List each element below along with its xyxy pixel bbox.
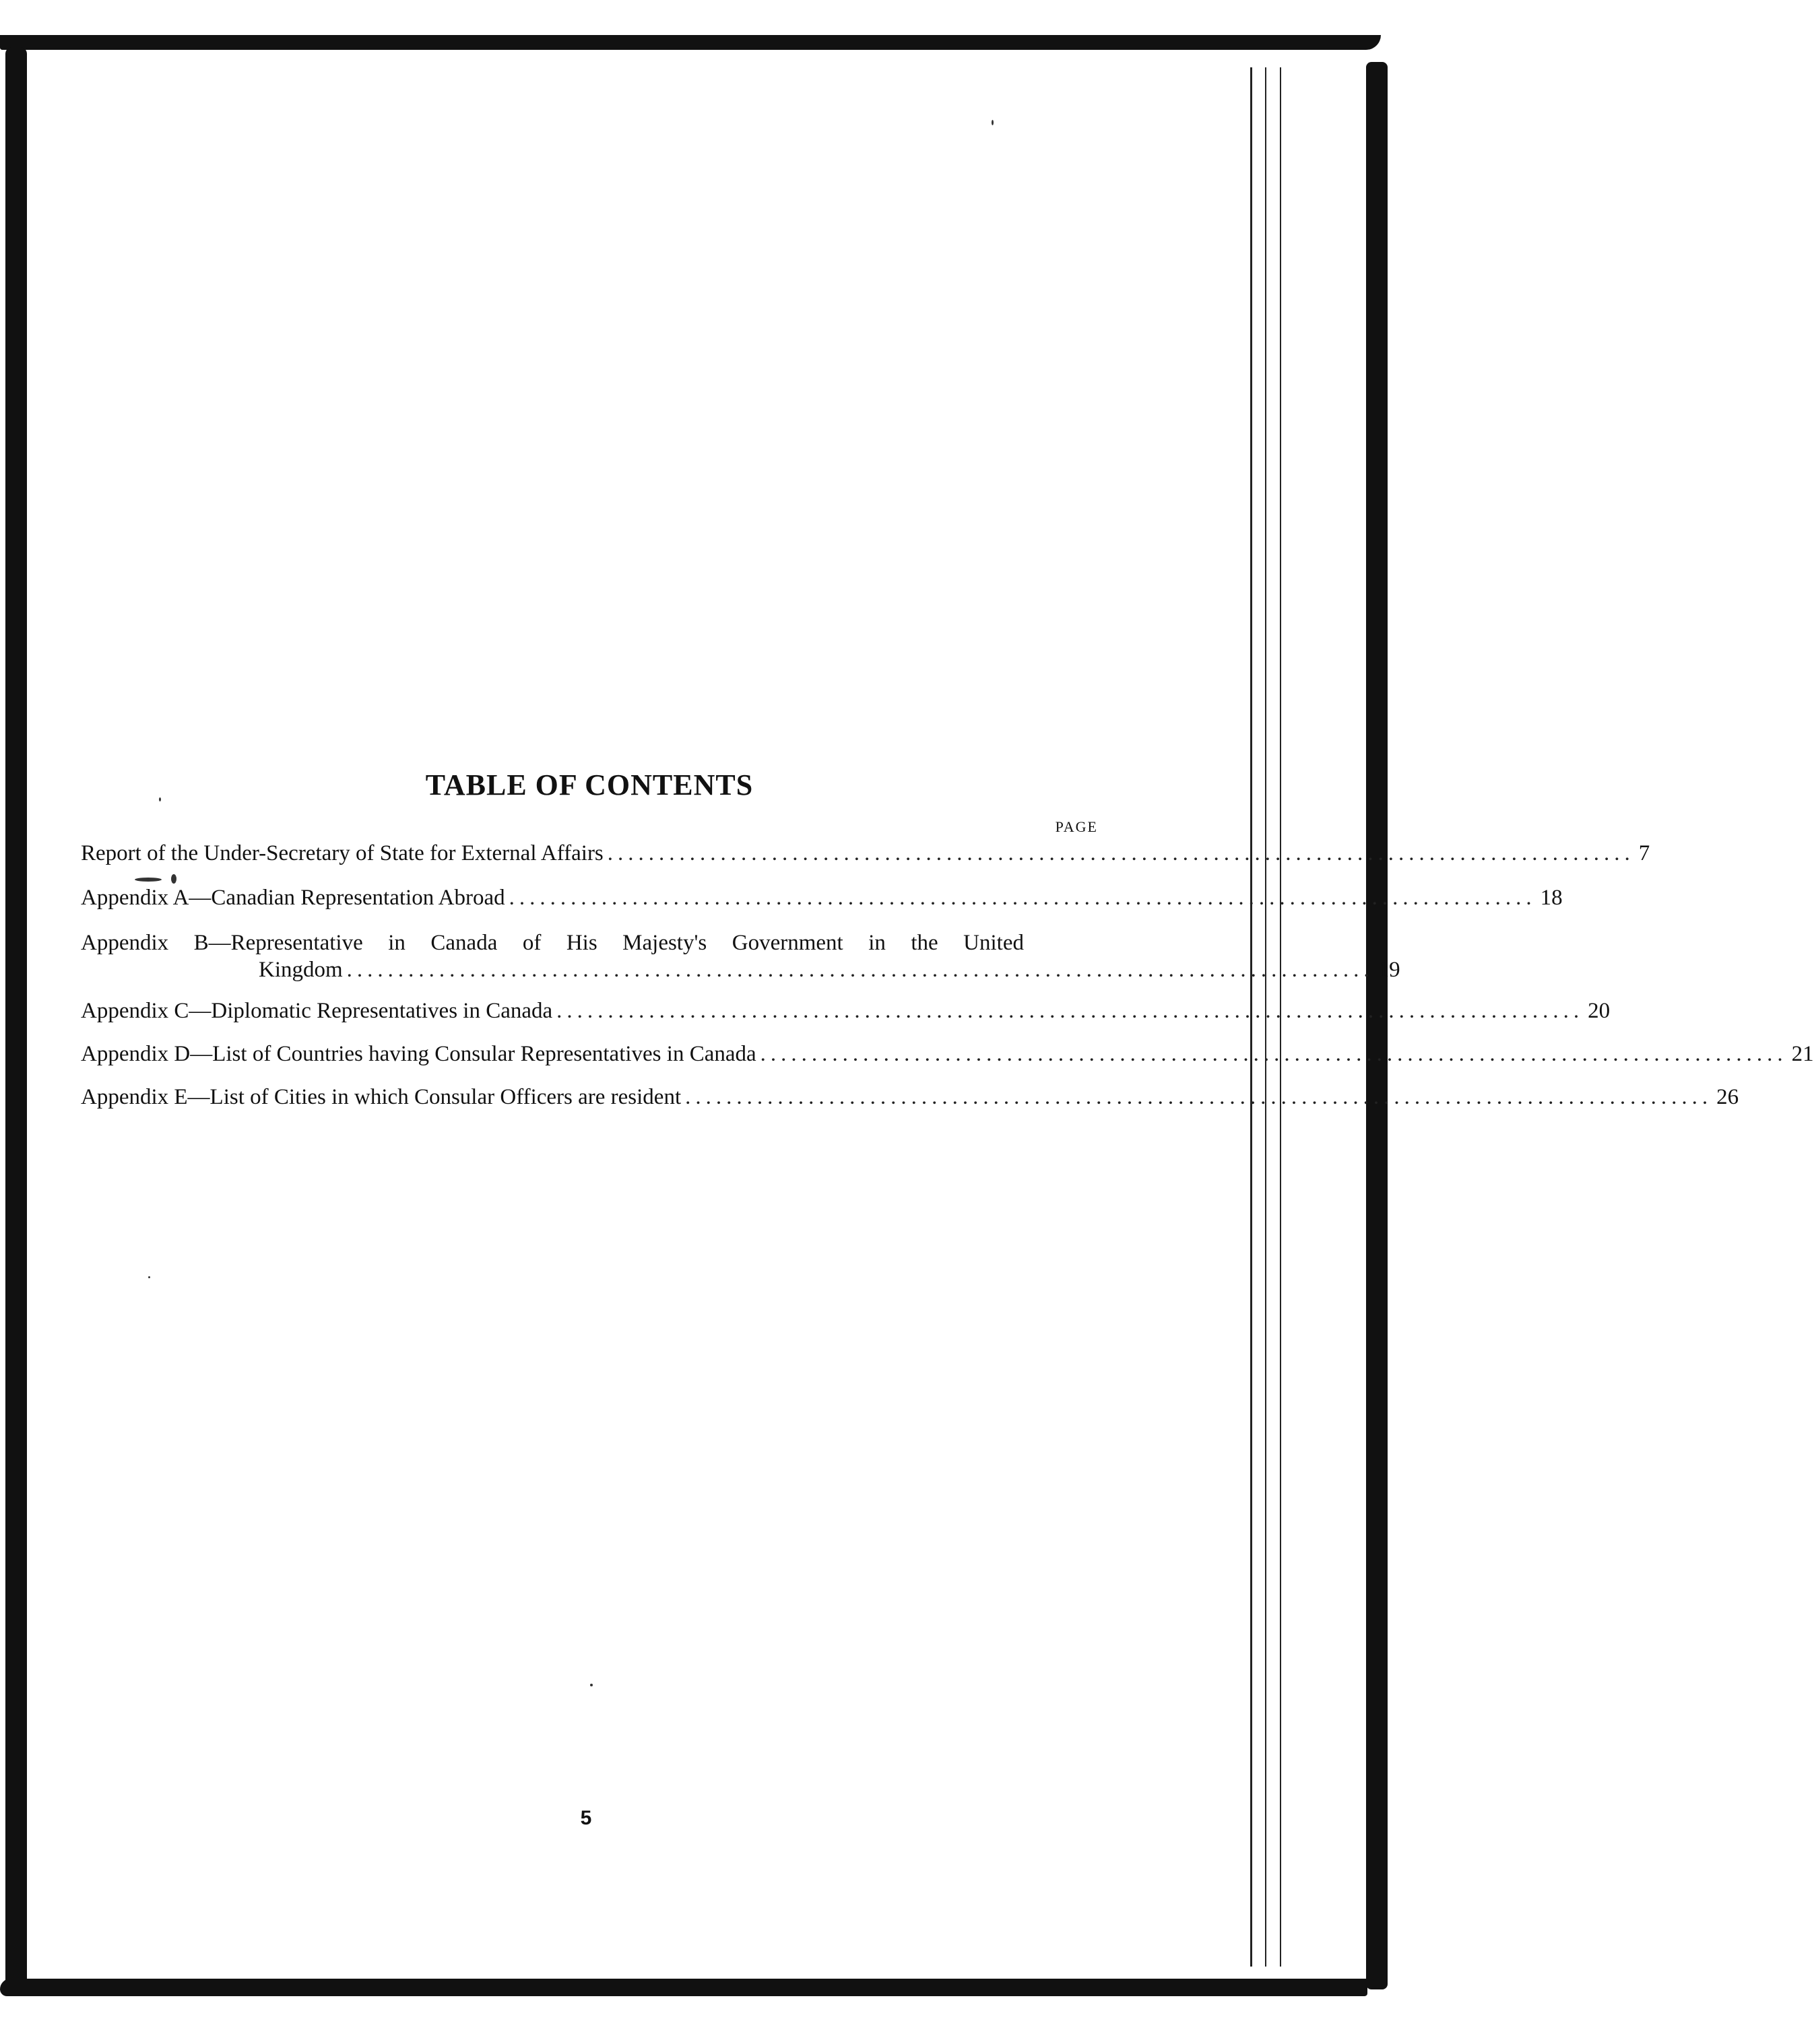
toc-entry-label-continued: Kingdom (259, 958, 343, 982)
toc-entry-label: Appendix E—List of Cities in which Consular Officers are resident (81, 1085, 682, 1109)
leader-dots: .................................................................................................... (556, 999, 1584, 1023)
toc-entry-page: 26 (1716, 1085, 1739, 1109)
toc-entry[interactable] (81, 840, 1650, 867)
leader-dots: .................................................................................................... (346, 958, 1374, 982)
toc-entry[interactable] (81, 884, 1563, 911)
scan-speck (590, 1684, 593, 1686)
scan-border-top (0, 35, 1381, 50)
scan-border-right (1366, 62, 1388, 1989)
toc-entry[interactable] (81, 1041, 1814, 1067)
toc-entry-label: Appendix D—List of Countries having Consular Representatives in Canada (81, 1042, 756, 1066)
toc-entry-page: 18 (1540, 886, 1563, 910)
leader-dots: .................................................................................................... (760, 1042, 1788, 1066)
toc-entry-page: 20 (1588, 999, 1611, 1023)
leader-dots: .................................................................................................... (685, 1085, 1713, 1109)
page-column-heading: PAGE (1055, 818, 1098, 835)
toc-entry-page: 19 (1378, 958, 1400, 982)
scan-border-left (5, 47, 27, 1987)
toc-entry[interactable] (81, 1084, 1739, 1111)
scan-speck (171, 874, 176, 884)
toc-entry-label: Appendix B—Representative in Canada of His Majesty's Government in the United (81, 931, 1024, 955)
toc-entry-page: 21 (1791, 1042, 1814, 1066)
toc-entry-label: Appendix A—Canadian Representation Abroad (81, 886, 505, 910)
toc-entry-label: Report of the Under-Secretary of State for External Affairs (81, 841, 604, 865)
page-number: 5 (580, 1807, 592, 1829)
toc-entry[interactable] (81, 929, 1400, 983)
scan-speck (148, 1276, 150, 1278)
scan-speck (135, 878, 162, 882)
toc-entry-label: Appendix C—Diplomatic Representatives in Canada (81, 999, 553, 1023)
toc-title: TABLE OF CONTENTS (425, 768, 754, 801)
toc-entry[interactable] (81, 997, 1611, 1024)
toc-entry-page: 7 (1638, 841, 1650, 865)
leader-dots: .................................................................................................... (509, 886, 1536, 910)
scan-speck (992, 120, 994, 125)
scan-border-bottom (0, 1979, 1367, 1996)
leader-dots: .................................................................................................... (607, 841, 1635, 865)
